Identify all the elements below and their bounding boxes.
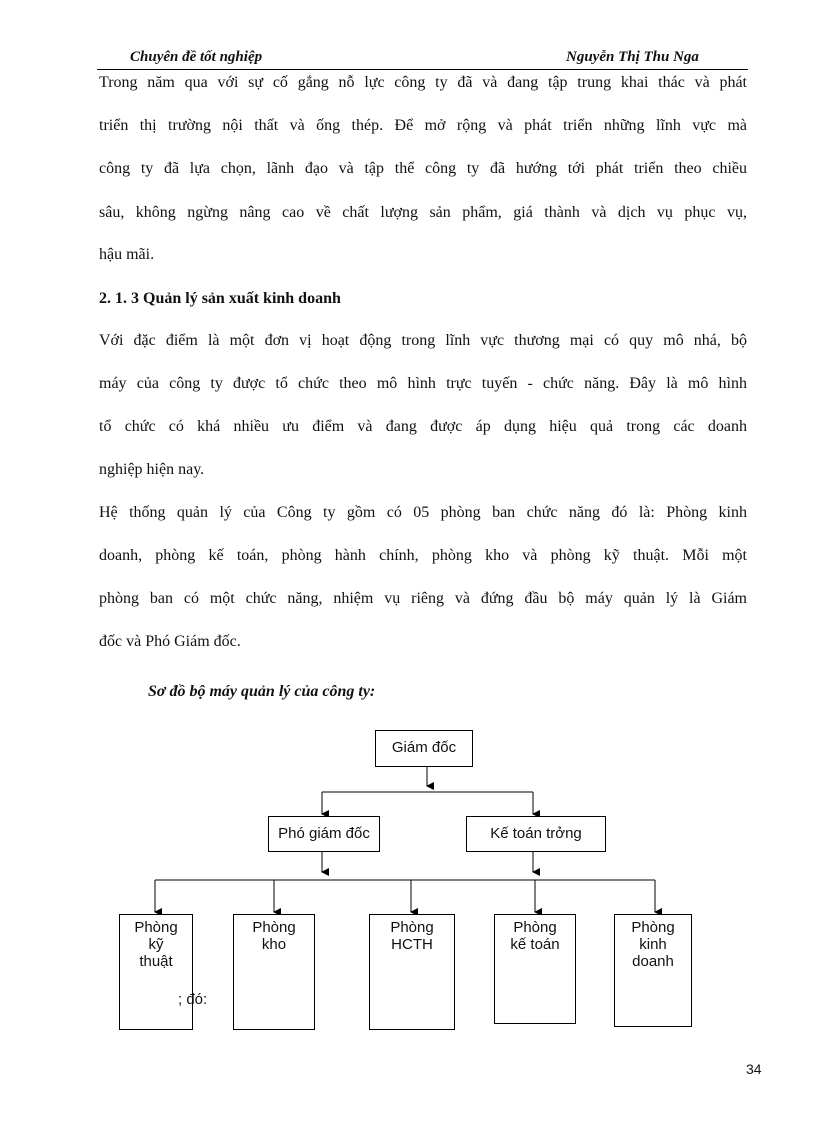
department-box-business [614,914,692,1027]
paragraph-line: đốc và Phó Giám đốc. [99,633,241,650]
org-chart-caption: Sơ đồ bộ máy quản lý của công ty: [148,683,376,700]
paragraph-line: nghiệp hiện nay. [99,461,205,478]
department-box-technical [119,914,193,1030]
page-number: 34 [746,1061,762,1077]
department-box-accounting [494,914,576,1024]
paragraph-line: tổ chức có khá nhiều ưu điểm và đang được áp dụng hiệu quả trong các doanh [99,418,747,435]
paragraph-line: sâu, không ngừng nâng cao về chất lượng sản phẩm, giá thành và dịch vụ phục vụ, [99,204,747,221]
paragraph-line: Với đặc điểm là một đơn vị hoạt động trong lĩnh vực thương mại có quy mô nhá, bộ [99,332,747,349]
department-label-line: Phòng [390,919,434,936]
department-label-line: Phòng [134,919,178,936]
department-label-line: kế toán [510,936,560,953]
department-label-line: thuật [139,953,173,970]
department-label-line: Phòng [513,919,557,936]
department-label-line: kho [261,936,287,953]
chief-accountant-box: Kế toán trởng [466,816,606,852]
paragraph-line: triển thị trường nội thất và ống thép. Để mở rộng và phát triển những lĩnh vực mà [99,117,747,134]
department-label-line: HCTH [391,936,433,953]
paragraph-line: Trong năm qua với sự cố gắng nỗ lực công ty đã và đang tập trung khai thác và phát [99,74,747,91]
department-box-warehouse [233,914,315,1030]
stray-text: ; đó: [178,991,208,1008]
section-heading: 2. 1. 3 Quản lý sản xuất kinh doanh [99,290,341,307]
page-header-left: Chuyên đề tốt nghiệp [130,49,263,65]
department-box-admin [369,914,455,1030]
page-header-right: Nguyễn Thị Thu Nga [566,49,699,65]
paragraph-line: doanh, phòng kế toán, phòng hành chính, phòng kho và phòng kỹ thuật. Mỗi một [99,547,747,564]
paragraph-line: phòng ban có một chức năng, nhiệm vụ riêng và đứng đầu bộ máy quản lý là Giám [99,590,747,607]
department-label-line: kinh [639,936,667,953]
paragraph-line: máy của công ty được tổ chức theo mô hình trực tuyến - chức năng. Đây là mô hình [99,375,747,392]
department-label-line: Phòng [252,919,296,936]
department-label-line: kỹ [148,936,164,953]
deputy-director-box: Phó giám đốc [268,816,380,852]
paragraph-line: Hệ thống quản lý của Công ty gồm có 05 phòng ban chức năng đó là: Phòng kinh [99,504,747,521]
paragraph-line: hậu mãi. [99,246,155,263]
director-box: Giám đốc [375,730,473,767]
department-label-line: Phòng [631,919,675,936]
paragraph-line: công ty đã lựa chọn, lãnh đạo và tập thể công ty đã hướng tới phát triển theo chiều [99,160,747,177]
department-label-line: doanh [632,953,674,970]
